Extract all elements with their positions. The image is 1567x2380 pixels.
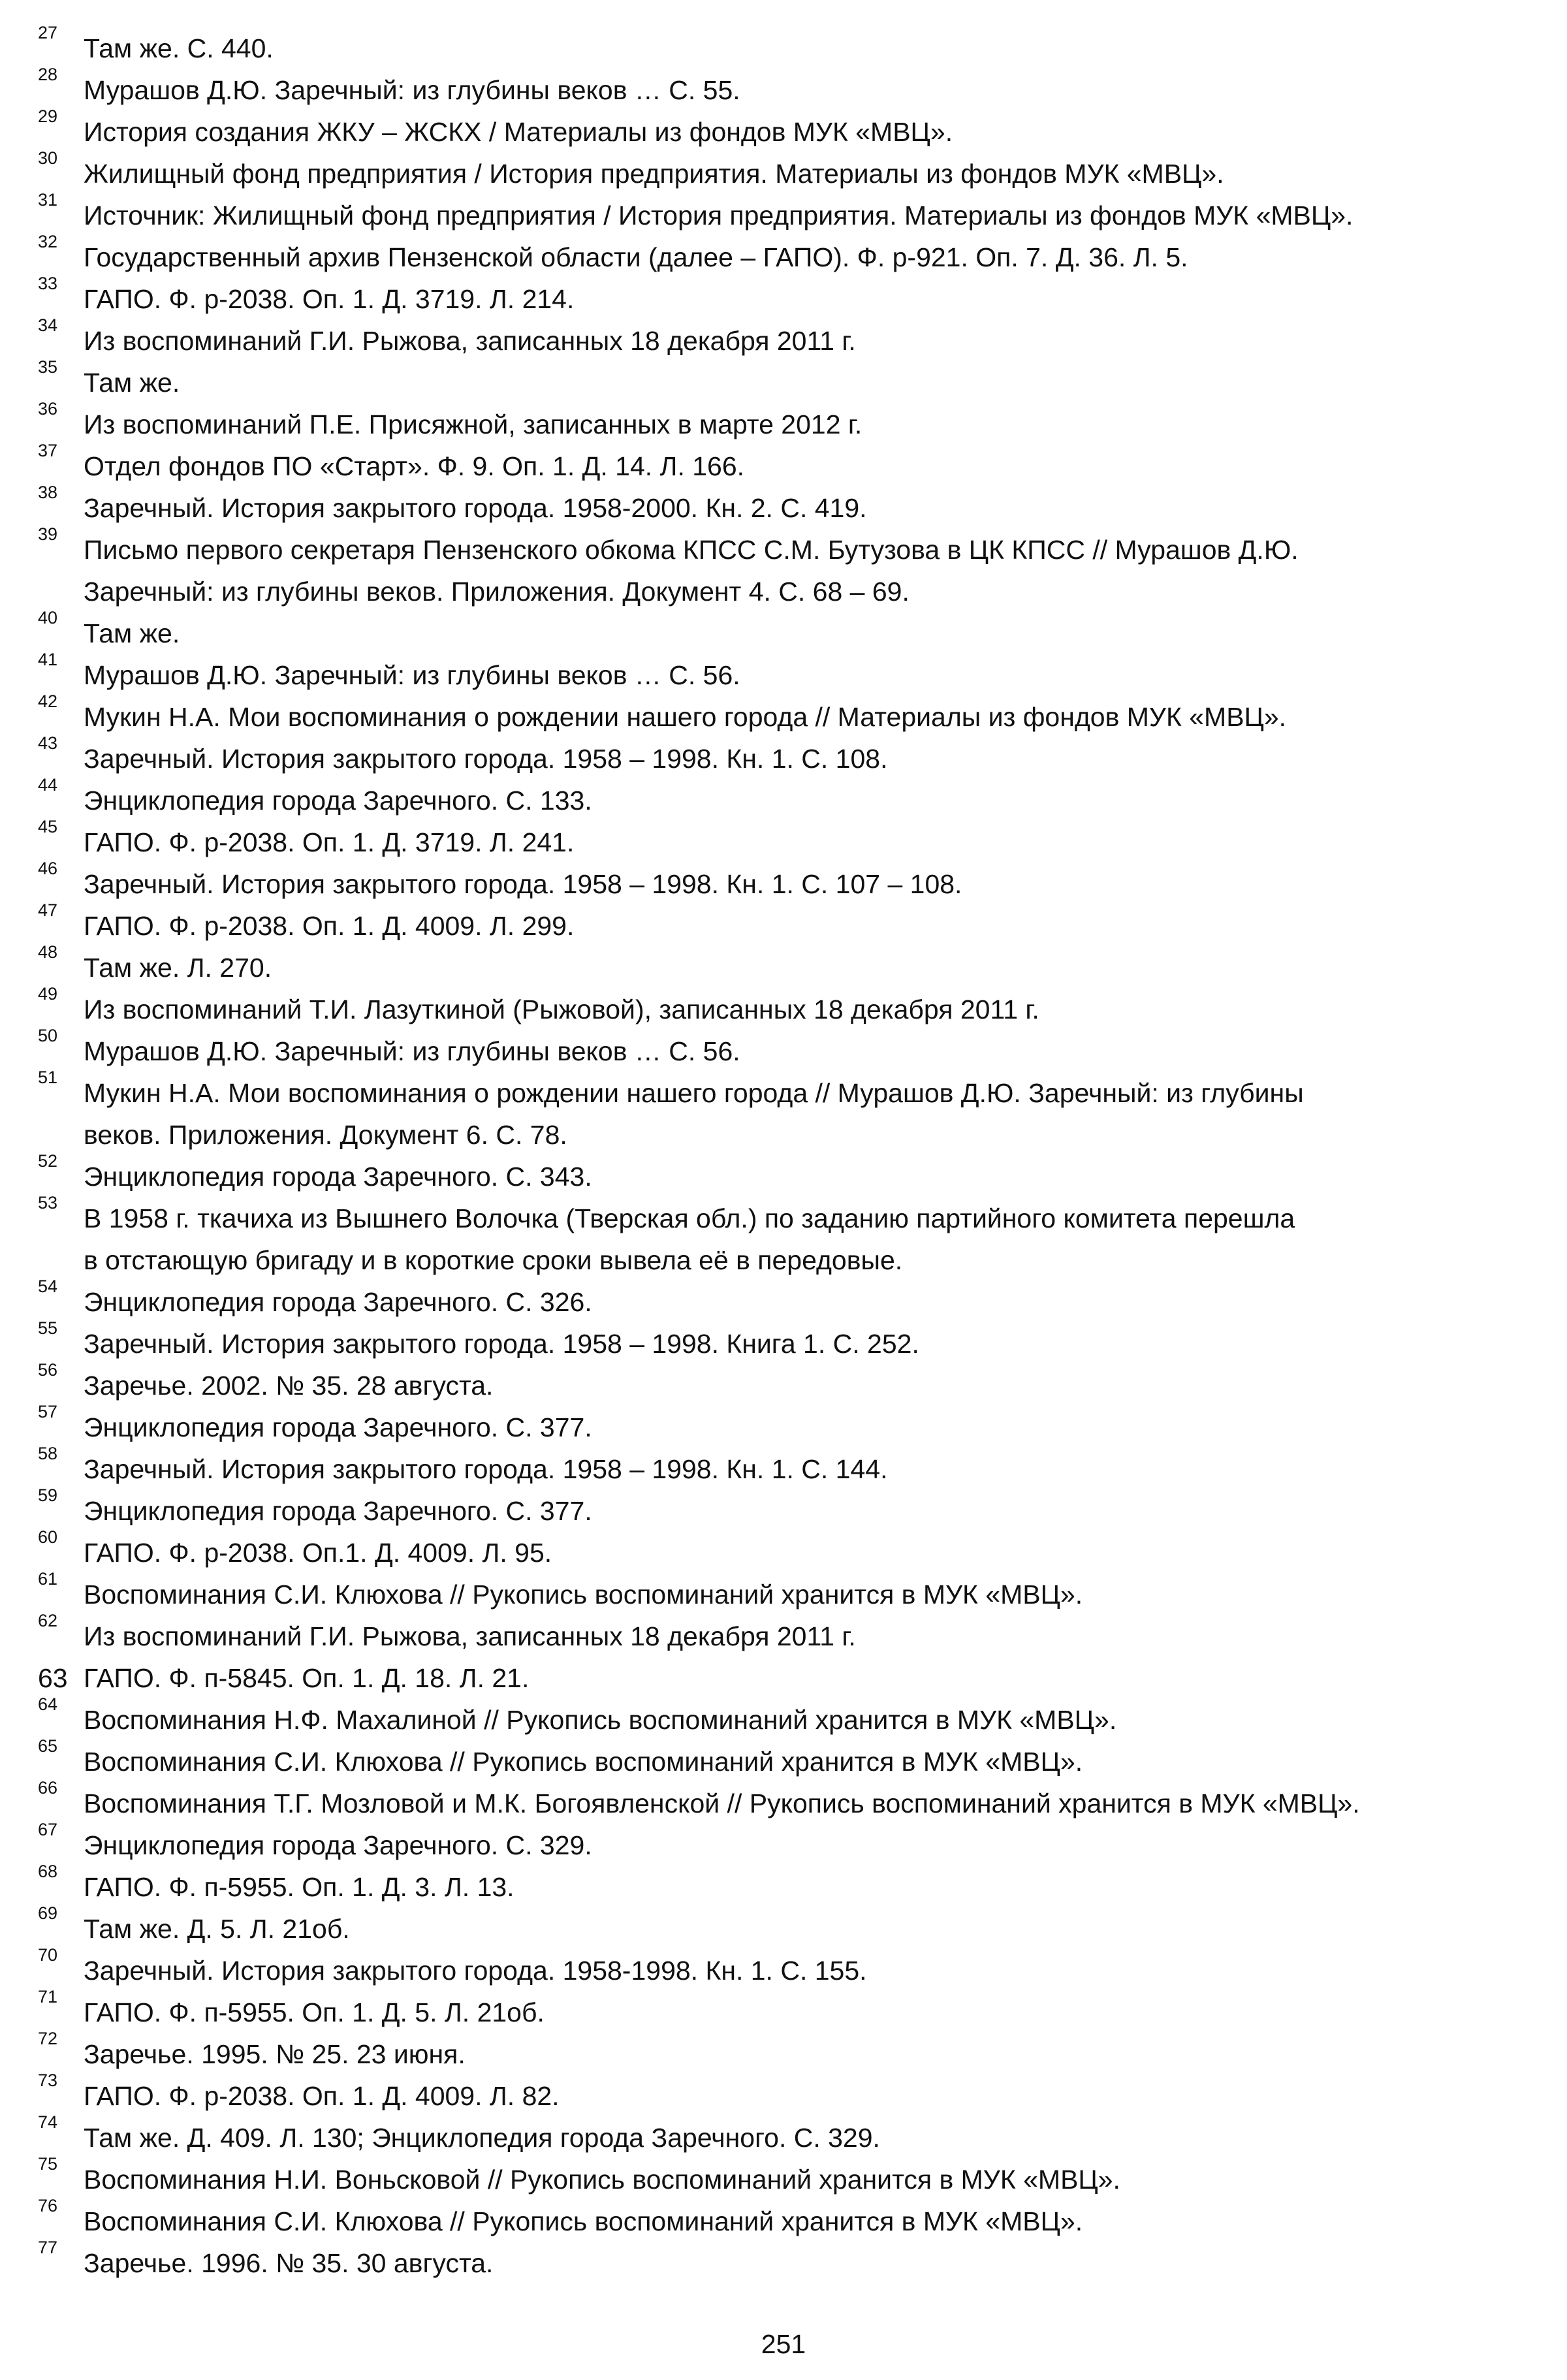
endnote-item [38,984,1540,1030]
endnote-number: 47 [38,900,58,920]
endnote-item [38,524,1540,612]
endnote-number: 50 [38,1026,58,1045]
endnote-number: 37 [38,441,58,460]
endnote-text: Энциклопедия города Заречного. С. 326. [84,1287,592,1317]
endnote-item [38,1657,1540,1699]
endnote-number: 74 [38,2112,58,2132]
endnote-text: ГАПО. Ф. п-5955. Оп. 1. Д. 5. Л. 21об. [84,1997,545,2027]
endnote-item [38,1360,1540,1406]
endnote-item [38,65,1540,111]
endnote-number: 64 [38,1694,58,1714]
endnote-text: Там же. [84,368,180,398]
endnote-number: 44 [38,775,58,795]
endnote-text: Отдел фондов ПО «Старт». Ф. 9. Оп. 1. Д. 14. Л. 166. [84,451,745,481]
endnote-item [38,1444,1540,1490]
endnote-text: Мукин Н.А. Мои воспоминания о рождении нашего города // Мурашов Д.Ю. Заречный: из глубины [84,1078,1304,1108]
endnote-item [38,1903,1540,1950]
endnote-number: 69 [38,1903,58,1923]
endnote-item [38,1193,1540,1281]
endnote-text: Заречный. История закрытого города. 1958-1998. Кн. 1. С. 155. [84,1956,867,1986]
endnote-number: 68 [38,1862,58,1881]
endnote-number: 30 [38,148,58,168]
endnote-item [38,775,1540,821]
endnote-item [38,733,1540,780]
endnote-item [38,1277,1540,1323]
endnote-item [38,650,1540,696]
endnote-item [38,1527,1540,1574]
endnote-text: ГАПО. Ф. п-5845. Оп. 1. Д. 18. Л. 21. [84,1663,530,1693]
endnote-text: Заречье. 2002. № 35. 28 августа. [84,1371,494,1401]
endnote-number: 71 [38,1987,58,2007]
endnote-text: ГАПО. Ф. р-2038. Оп.1. Д. 4009. Л. 95. [84,1538,552,1568]
endnote-number: 46 [38,859,58,878]
endnote-number: 42 [38,691,58,711]
endnote-item [38,2238,1540,2284]
endnote-item [38,608,1540,654]
endnote-number: 31 [38,190,58,210]
endnote-text: Воспоминания С.И. Клюхова // Рукопись воспоминаний хранится в МУК «МВЦ». [84,2206,1083,2236]
endnote-number: 40 [38,608,58,627]
endnote-item [38,1945,1540,1991]
endnote-number: 29 [38,106,58,126]
endnote-item [38,2196,1540,2242]
endnote-number: 54 [38,1277,58,1296]
endnote-item [38,900,1540,947]
endnote-item [38,274,1540,320]
endnote-number: 60 [38,1527,58,1547]
endnote-item [38,190,1540,236]
endnote-number: 61 [38,1569,58,1589]
endnote-text: Воспоминания Н.Ф. Махалиной // Рукопись воспоминаний хранится в МУК «МВЦ». [84,1705,1117,1735]
endnote-number: 73 [38,2071,58,2090]
endnote-item [38,1611,1540,1657]
endnote-item [38,1820,1540,1866]
endnote-item [38,817,1540,863]
endnote-number: 63 [38,1663,68,1693]
endnote-number: 57 [38,1402,58,1421]
endnote-text: Там же. [84,618,180,648]
endnote-text: Из воспоминаний Г.И. Рыжова, записанных 18 декабря 2011 г. [84,326,856,356]
endnote-text: Заречный. История закрытого города. 1958 – 1998. Кн. 1. С. 144. [84,1454,888,1484]
endnote-text: ГАПО. Ф. п-5955. Оп. 1. Д. 3. Л. 13. [84,1872,514,1902]
endnote-text: ГАПО. Ф. р-2038. Оп. 1. Д. 3719. Л. 241. [84,827,575,857]
endnote-number: 52 [38,1151,58,1171]
endnote-item [38,1485,1540,1532]
endnote-item [38,357,1540,404]
endnote-text: Энциклопедия города Заречного. С. 343. [84,1162,592,1192]
endnote-text: Из воспоминаний П.Е. Присяжной, записанных в марте 2012 г. [84,409,863,439]
endnote-text: Мурашов Д.Ю. Заречный: из глубины веков … С. 56. [84,660,740,690]
endnote-number: 45 [38,817,58,836]
endnote-number: 41 [38,650,58,669]
endnote-text: Заречье. 1996. № 35. 30 августа. [84,2248,494,2278]
endnote-item [38,2154,1540,2200]
endnote-number: 70 [38,1945,58,1965]
endnote-text: Источник: Жилищный фонд предприятия / История предприятия. Материалы из фондов МУК «МВЦ». [84,200,1353,230]
endnote-item [38,1068,1540,1156]
page-number: 251 [761,2329,806,2359]
endnote-item [38,942,1540,989]
endnote-text: Заречье. 1995. № 25. 23 июня. [84,2039,466,2069]
endnote-item [38,1402,1540,1448]
endnote-text: ГАПО. Ф. р-2038. Оп. 1. Д. 4009. Л. 299. [84,911,575,941]
endnote-text: Мурашов Д.Ю. Заречный: из глубины веков … С. 55. [84,75,740,105]
endnote-text: Там же. Л. 270. [84,953,272,983]
endnote-text: Мукин Н.А. Мои воспоминания о рождении нашего города // Материалы из фондов МУК «МВЦ». [84,702,1287,732]
endnote-number: 76 [38,2196,58,2215]
endnote-number: 51 [38,1068,58,1087]
endnote-item [38,441,1540,487]
endnote-text: Воспоминания С.И. Клюхова // Рукопись воспоминаний хранится в МУК «МВЦ». [84,1747,1083,1777]
endnote-text: Там же. С. 440. [84,33,274,63]
endnote-number: 72 [38,2029,58,2048]
endnote-item [38,1151,1540,1198]
endnote-item [38,859,1540,905]
endnote-number: 66 [38,1778,58,1798]
endnote-item [38,1736,1540,1783]
endnote-text: Энциклопедия города Заречного. С. 377. [84,1496,592,1526]
endnote-item [38,691,1540,738]
endnote-text: Энциклопедия города Заречного. С. 133. [84,785,592,816]
endnote-number: 56 [38,1360,58,1380]
endnote-text: ГАПО. Ф. р-2038. Оп. 1. Д. 3719. Л. 214. [84,284,575,314]
endnote-number: 65 [38,1736,58,1756]
endnote-item [38,1987,1540,2033]
endnote-text: Из воспоминаний Т.И. Лазуткиной (Рыжовой), записанных 18 декабря 2011 г. [84,994,1039,1024]
endnote-text: ГАПО. Ф. р-2038. Оп. 1. Д. 4009. Л. 82. [84,2081,560,2111]
endnote-text: Заречный. История закрытого города. 1958-2000. Кн. 2. С. 419. [84,493,867,523]
endnote-number: 62 [38,1611,58,1630]
endnote-text: Заречный. История закрытого города. 1958 – 1998. Кн. 1. С. 108. [84,744,888,774]
endnote-item [38,1318,1540,1365]
endnote-number: 35 [38,357,58,377]
endnote-item [38,399,1540,445]
endnote-text: Энциклопедия города Заречного. С. 377. [84,1412,592,1442]
endnote-item [38,2071,1540,2117]
endnote-item [38,106,1540,153]
endnotes-list [38,23,1540,2284]
endnote-text: Заречный. История закрытого города. 1958 – 1998. Книга 1. С. 252. [84,1329,919,1359]
endnote-number: 34 [38,315,58,335]
endnote-text: Там же. Д. 409. Л. 130; Энциклопедия города Заречного. С. 329. [84,2123,880,2153]
endnote-number: 55 [38,1318,58,1338]
endnote-item [38,1694,1540,1741]
endnote-number: 59 [38,1485,58,1505]
endnote-number: 67 [38,1820,58,1839]
endnote-item [38,148,1540,195]
endnote-item [38,232,1540,278]
endnote-text: Письмо первого секретаря Пензенского обкома КПСС С.М. Бутузова в ЦК КПСС // Мурашов Д.Ю. [84,535,1299,565]
endnote-text-continuation: в отстающую бригаду и в короткие сроки вывела её в передовые. [84,1245,903,1275]
endnote-number: 27 [38,23,58,42]
endnote-number: 43 [38,733,58,753]
endnote-text: Государственный архив Пензенской области (далее – ГАПО). Ф. р-921. Оп. 7. Д. 36. Л. 5. [84,242,1188,272]
endnote-number: 39 [38,524,58,544]
endnote-item [38,483,1540,529]
endnote-number: 28 [38,65,58,84]
endnote-text: Там же. Д. 5. Л. 21об. [84,1914,350,1944]
endnote-text: Воспоминания С.И. Клюхова // Рукопись воспоминаний хранится в МУК «МВЦ». [84,1579,1083,1610]
endnote-text-continuation: Заречный: из глубины веков. Приложения. Документ 4. С. 68 – 69. [84,577,910,607]
endnote-text: В 1958 г. ткачиха из Вышнего Волочка (Тверская обл.) по заданию партийного комитета перешла [84,1203,1295,1233]
endnote-item [38,1569,1540,1615]
endnote-number: 75 [38,2154,58,2174]
endnote-item [38,1778,1540,1824]
endnote-text: Воспоминания Н.И. Воньсковой // Рукопись воспоминаний хранится в МУК «МВЦ». [84,2165,1120,2195]
endnote-text: Заречный. История закрытого города. 1958 – 1998. Кн. 1. С. 107 – 108. [84,869,962,899]
endnote-item [38,315,1540,362]
endnote-item [38,2029,1540,2075]
endnote-item [38,2112,1540,2159]
endnote-text: Жилищный фонд предприятия / История предприятия. Материалы из фондов МУК «МВЦ». [84,159,1224,189]
endnote-text: Из воспоминаний Г.И. Рыжова, записанных 18 декабря 2011 г. [84,1621,856,1651]
endnote-text: Воспоминания Т.Г. Мозловой и М.К. Богоявленской // Рукопись воспоминаний хранится в МУК «МВЦ». [84,1788,1360,1818]
endnote-number: 53 [38,1193,58,1213]
endnote-text: Мурашов Д.Ю. Заречный: из глубины веков … С. 56. [84,1036,740,1066]
endnote-text-continuation: веков. Приложения. Документ 6. С. 78. [84,1120,567,1150]
endnote-item [38,1862,1540,1908]
endnote-item [38,1026,1540,1072]
endnote-number: 77 [38,2238,58,2257]
endnote-number: 58 [38,1444,58,1463]
endnote-number: 49 [38,984,58,1004]
endnote-text: Энциклопедия города Заречного. С. 329. [84,1830,592,1860]
endnote-number: 33 [38,274,58,293]
endnote-text: История создания ЖКУ – ЖСКХ / Материалы из фондов МУК «МВЦ». [84,117,953,147]
endnote-number: 48 [38,942,58,962]
endnote-number: 38 [38,483,58,502]
endnote-number: 36 [38,399,58,419]
endnote-item [38,23,1540,69]
endnote-number: 32 [38,232,58,251]
